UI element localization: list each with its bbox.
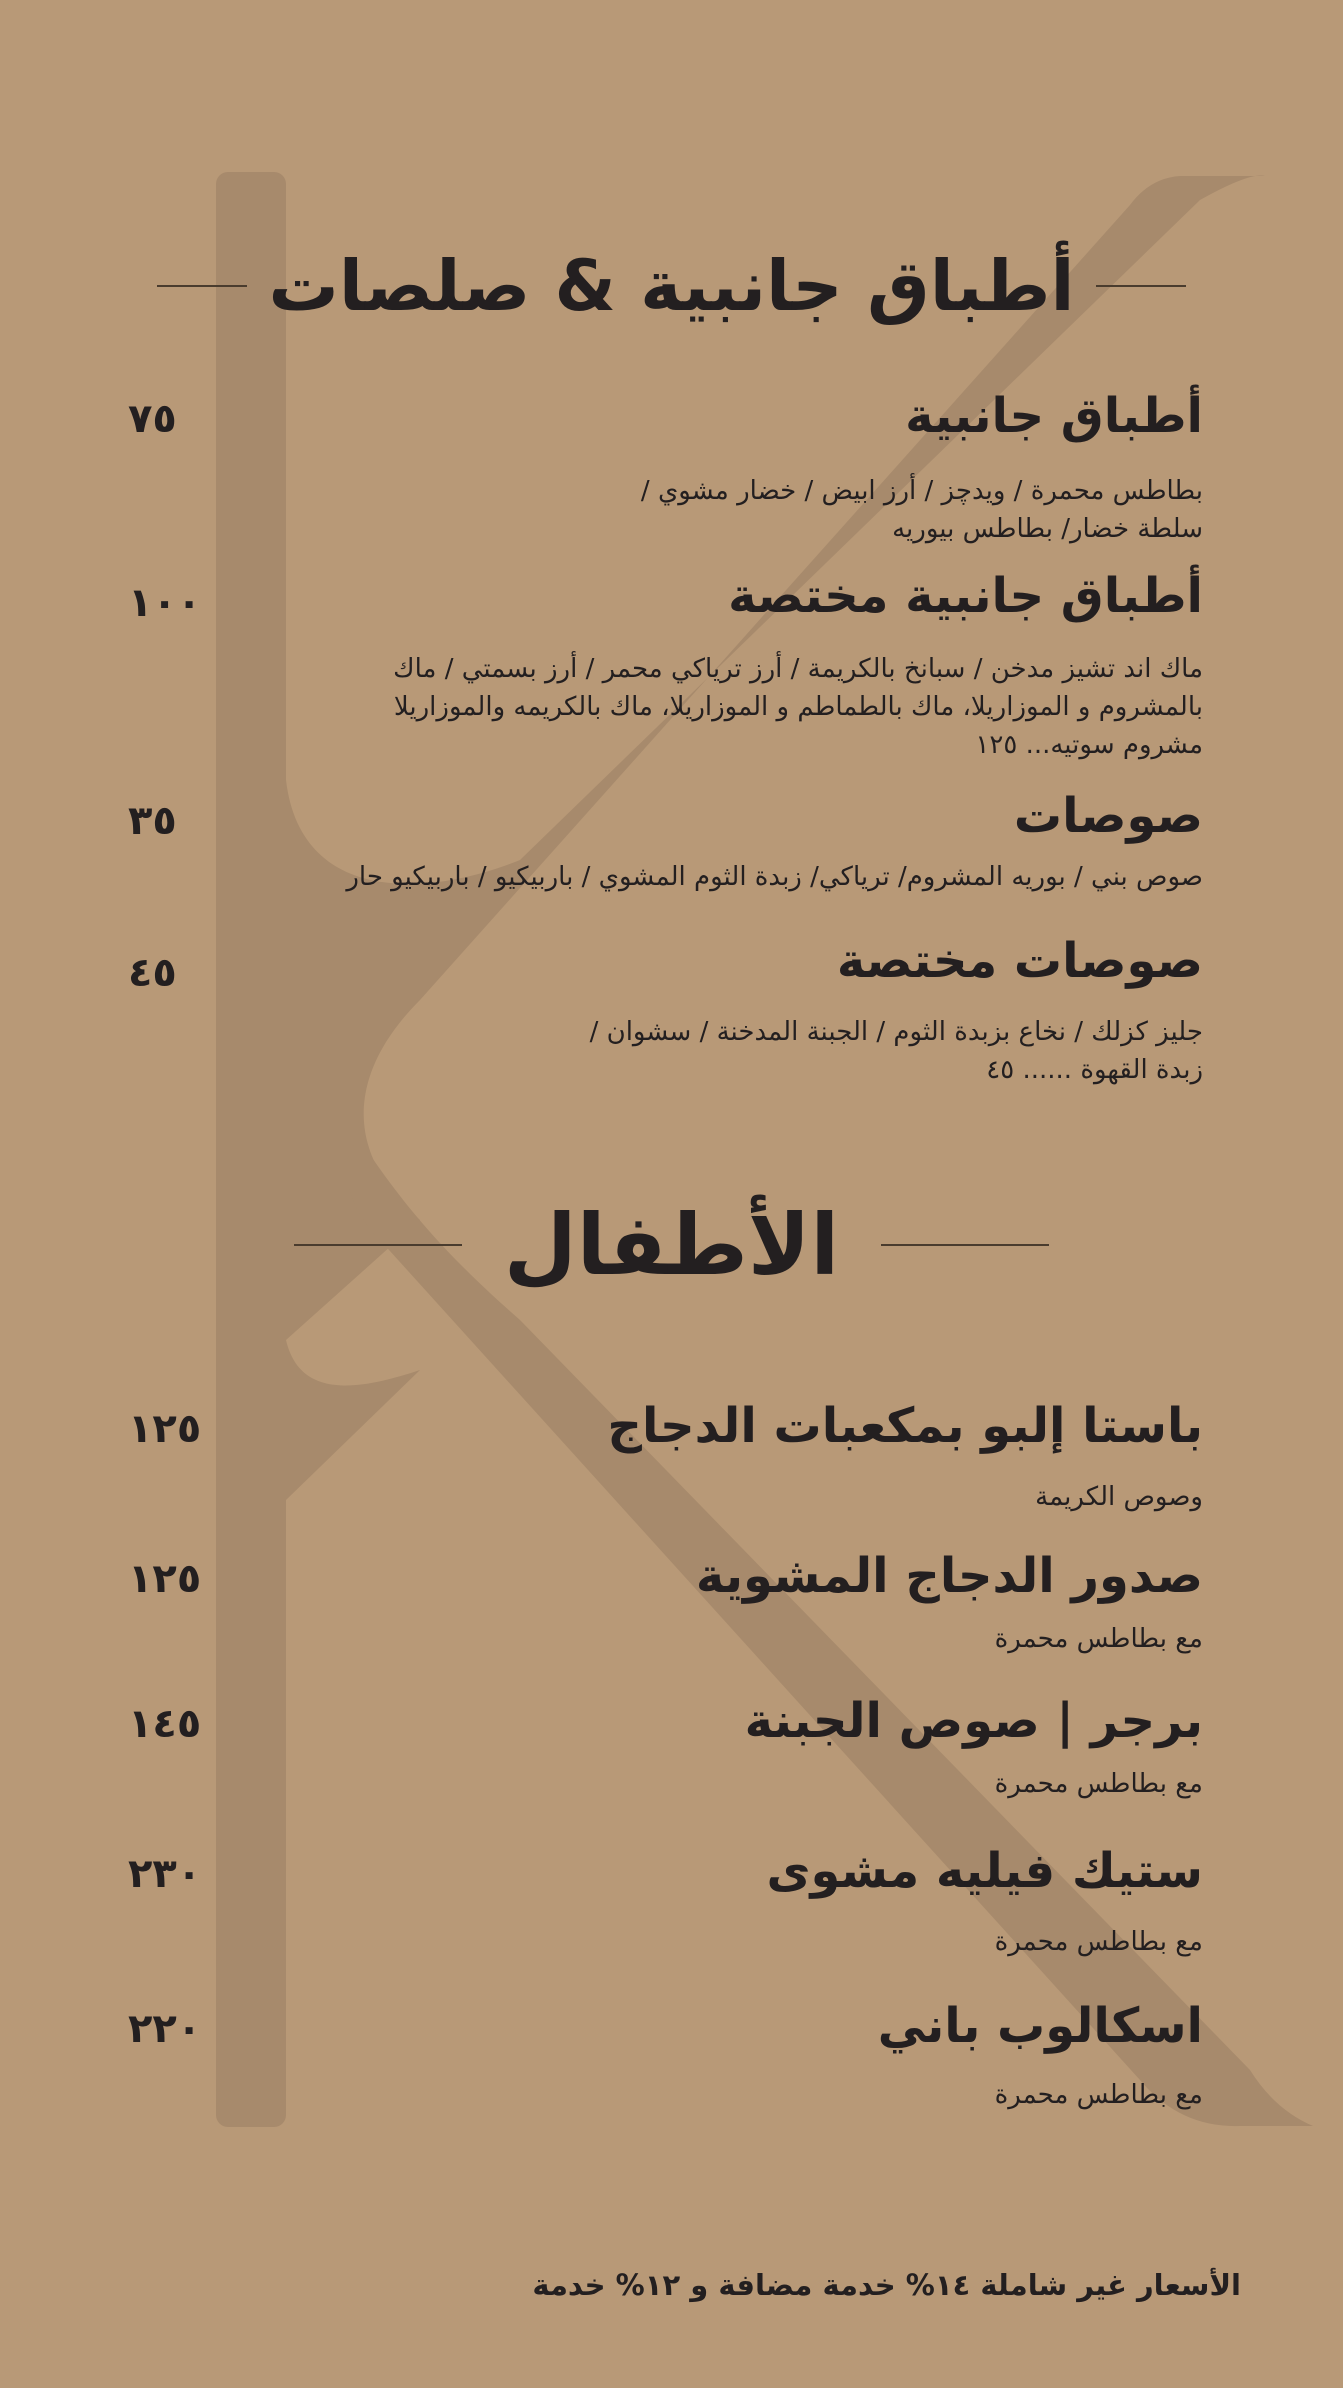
item-name: باستا إلبو بمكعبات الدجاج: [607, 1398, 1203, 1454]
item-name: صدور الدجاج المشوية: [695, 1548, 1203, 1604]
title-rule-right: [881, 1244, 1049, 1246]
prices-disclaimer: الأسعار غير شاملة ١٤% خدمة مضافة و ١٢% خدمة: [532, 2268, 1241, 2302]
title-rule-right: [1096, 285, 1186, 287]
item-price: ٢٣٠: [128, 1851, 202, 1897]
item-description: وصوص الكريمة: [1035, 1482, 1203, 1512]
item-name: أطباق جانبية: [905, 388, 1203, 444]
section-title-text: أطباق جانبية & صلصات: [268, 245, 1075, 327]
item-description: جليز كزلك / نخاع بزبدة الثوم / الجبنة المدخنة / سشوان / زبدة القهوة ...... ٤٥: [589, 1017, 1203, 1085]
item-price: ١٢٥: [128, 1556, 202, 1602]
item-price: ١٠٠: [128, 580, 202, 626]
item-price: ١٢٥: [128, 1406, 202, 1452]
item-description: مع بطاطس محمرة: [994, 1769, 1203, 1799]
item-name: صوصات: [1013, 788, 1203, 844]
item-name: برجر | صوص الجبنة: [744, 1693, 1203, 1749]
item-description: بطاطس محمرة / ويدچز / أرز ابيض / خضار مشوي / سلطة خضار/ بطاطس بيوريه: [640, 476, 1203, 544]
section-title-sides-sauces: [0, 236, 1343, 336]
item-name: ستيك فيليه مشوى: [766, 1843, 1203, 1899]
item-price: ٣٥: [128, 798, 177, 844]
section-title-text: الأطفال: [503, 1196, 840, 1294]
title-rule-left: [294, 1244, 462, 1246]
item-price: ١٤٥: [128, 1701, 202, 1747]
title-rule-left: [157, 285, 247, 287]
item-description: مع بطاطس محمرة: [994, 1624, 1203, 1654]
item-description: مع بطاطس محمرة: [994, 2080, 1203, 2110]
item-description: صوص بني / بوريه المشروم/ ترياكي/ زبدة الثوم المشوي / باربيكيو / باربيكيو حار: [346, 862, 1203, 892]
item-name: اسكالوب باني: [877, 1998, 1203, 2054]
item-name: صوصات مختصة: [836, 933, 1203, 989]
item-description: ماك اند تشيز مدخن / سبانخ بالكريمة / أرز ترياكي محمر / أرز بسمتي / ماك بالمشروم و الموزاريلا، ماك بالطماطم و الموزاريلا، ماك بالكريمه والموزاريلا مشروم سوتيه... ١٢٥: [393, 654, 1203, 760]
item-name: أطباق جانبية مختصة: [728, 568, 1203, 624]
item-price: ٧٥: [128, 396, 177, 442]
item-price: ٢٢٠: [128, 2006, 202, 2052]
section-title-kids: [0, 1195, 1343, 1295]
item-description: مع بطاطس محمرة: [994, 1927, 1203, 1957]
item-price: ٤٥: [128, 950, 177, 996]
